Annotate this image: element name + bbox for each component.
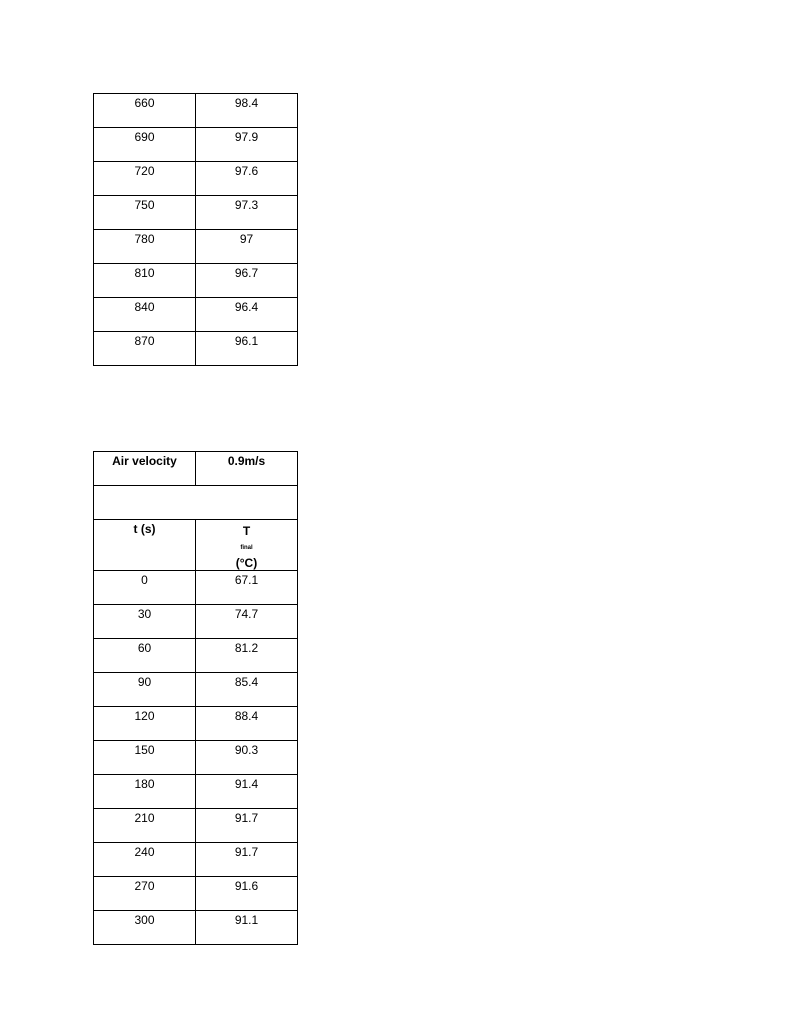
table-row xyxy=(94,809,298,843)
time-cell: 90 xyxy=(94,673,196,707)
temperature-cell: 97 xyxy=(196,230,298,264)
table-row xyxy=(94,94,298,128)
temperature-cell: 97.9 xyxy=(196,128,298,162)
time-cell: 0 xyxy=(94,571,196,605)
temperature-cell: 67.1 xyxy=(196,571,298,605)
table-row xyxy=(94,741,298,775)
table-row xyxy=(94,298,298,332)
table-row xyxy=(94,877,298,911)
time-cell: 780 xyxy=(94,230,196,264)
velocity-row xyxy=(94,452,298,486)
time-cell: 660 xyxy=(94,94,196,128)
column-header-time: t (s) xyxy=(94,520,196,571)
time-cell: 870 xyxy=(94,332,196,366)
time-cell: 840 xyxy=(94,298,196,332)
blank-cell xyxy=(94,486,298,520)
data-table-continued xyxy=(93,93,298,366)
time-cell: 270 xyxy=(94,877,196,911)
blank-row xyxy=(94,486,298,520)
temperature-cell: 91.6 xyxy=(196,877,298,911)
table-row xyxy=(94,843,298,877)
temperature-cell: 85.4 xyxy=(196,673,298,707)
temperature-cell: 91.4 xyxy=(196,775,298,809)
time-cell: 750 xyxy=(94,196,196,230)
table-row xyxy=(94,707,298,741)
time-cell: 210 xyxy=(94,809,196,843)
temperature-cell: 96.1 xyxy=(196,332,298,366)
table-row xyxy=(94,230,298,264)
table-row xyxy=(94,162,298,196)
temperature-cell: 91.7 xyxy=(196,809,298,843)
temperature-cell: 91.1 xyxy=(196,911,298,945)
time-cell: 150 xyxy=(94,741,196,775)
temperature-cell: 98.4 xyxy=(196,94,298,128)
temperature-cell: 88.4 xyxy=(196,707,298,741)
time-cell: 120 xyxy=(94,707,196,741)
time-cell: 810 xyxy=(94,264,196,298)
table-row xyxy=(94,332,298,366)
table-row xyxy=(94,196,298,230)
temperature-cell: 91.7 xyxy=(196,843,298,877)
table-row xyxy=(94,911,298,945)
temperature-cell: 81.2 xyxy=(196,639,298,673)
time-cell: 240 xyxy=(94,843,196,877)
time-cell: 30 xyxy=(94,605,196,639)
time-cell: 720 xyxy=(94,162,196,196)
time-cell: 60 xyxy=(94,639,196,673)
time-cell: 690 xyxy=(94,128,196,162)
table-row xyxy=(94,128,298,162)
time-cell: 300 xyxy=(94,911,196,945)
temperature-cell: 96.4 xyxy=(196,298,298,332)
table-body xyxy=(94,94,298,366)
temperature-cell: 97.6 xyxy=(196,162,298,196)
temperature-cell: 90.3 xyxy=(196,741,298,775)
time-cell: 180 xyxy=(94,775,196,809)
data-table-air-velocity xyxy=(93,451,298,945)
table-row xyxy=(94,673,298,707)
column-header-temperature: T final (°C) xyxy=(196,520,298,571)
table-body xyxy=(94,452,298,945)
table-row xyxy=(94,264,298,298)
temperature-cell: 74.7 xyxy=(196,605,298,639)
header-row xyxy=(94,520,298,571)
temperature-cell: 97.3 xyxy=(196,196,298,230)
table-row xyxy=(94,571,298,605)
temperature-cell: 96.7 xyxy=(196,264,298,298)
velocity-label-cell: Air velocity xyxy=(94,452,196,486)
table-row xyxy=(94,775,298,809)
table-row xyxy=(94,639,298,673)
velocity-value-cell: 0.9m/s xyxy=(196,452,298,486)
table-row xyxy=(94,605,298,639)
